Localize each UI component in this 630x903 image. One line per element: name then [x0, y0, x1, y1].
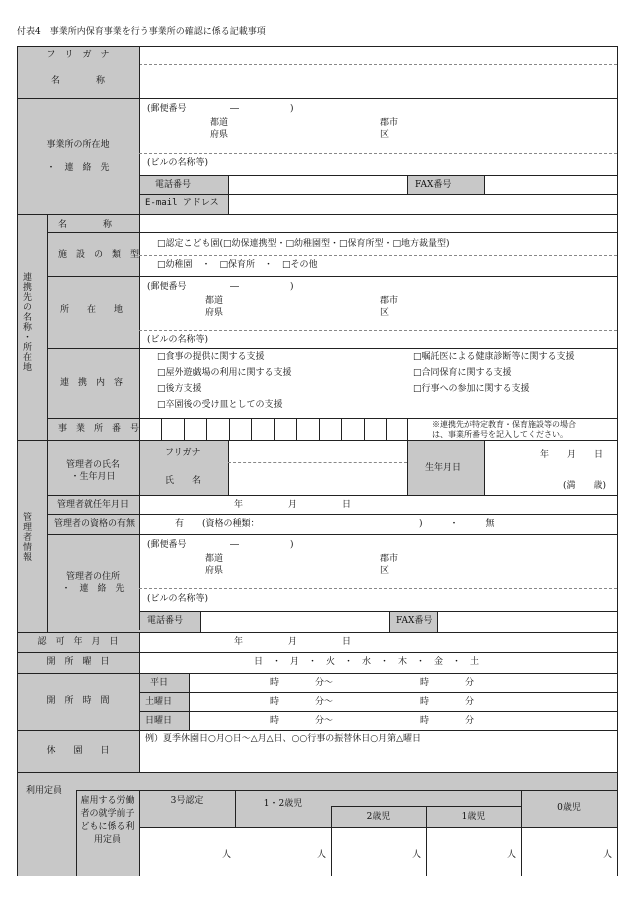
capacity-values-bg	[139, 827, 617, 876]
facility-type-opt1[interactable]: □認定こども園(□幼保連携型・□幼稚園型・□保育所型・□地方裁量型)	[157, 239, 450, 249]
support-joint[interactable]: □合同保育に関する支援	[413, 368, 512, 378]
partner-section-label: 連携先の名称・所在地	[21, 272, 31, 372]
holiday-example: 例）夏季休園日○月○日～△月△日、○○行事の振替休日○月第△曜日	[145, 734, 422, 744]
manager-tel-label: 電話番号	[147, 616, 184, 626]
manager-section-label: 管理者情報	[21, 512, 31, 562]
open-days: 日 ・ 月 ・ 火 ・ 水 ・ 木 ・ 金 ・ 土	[254, 657, 480, 667]
support-event[interactable]: □行事への参加に関する支援	[413, 384, 530, 394]
office-fax-label: FAX番号	[415, 180, 452, 190]
support-meal[interactable]: □食事の提供に関する支援	[157, 352, 265, 362]
office-tel-label: 電話番号	[155, 180, 192, 190]
office-email-label: E-mail アドレス	[145, 198, 219, 208]
office-address-label: 事業所の所在地	[46, 140, 110, 150]
office-address-label-bg	[17, 98, 139, 214]
partner-label-bg	[17, 214, 139, 440]
support-health[interactable]: □嘱託医による健康診断等に関する支援	[413, 352, 575, 362]
office-furigana-label: フ リ ガ ナ	[46, 50, 110, 60]
office-name-label: 名 称	[50, 76, 105, 86]
support-graduate[interactable]: □卒園後の受け皿としての支援	[157, 400, 283, 410]
manager-fax-label: FAX番号	[396, 616, 433, 626]
facility-type-opt2[interactable]: □幼稚園 ・ □保育所 ・ □その他	[157, 260, 318, 270]
support-playground[interactable]: □屋外遊戯場の利用に関する支援	[157, 368, 292, 378]
form-page: 付表4 事業所内保育事業を行う事業所の確認に係る記載事項 フ リ ガ ナ 名 称 (郵便番号 ― ) 都道 府県 郡市 区 事業所の所在地 ・ 連 絡 先 (ビルの名称等) 電話番号 FAX番号 E-mail アドレス 連携先の名称・所在地 名 称 施 設 の 類 型 □認定こども園(□幼保連携型・□幼稚園型・□保育所型・□地方裁量型) □幼稚園 ・ □保育所 ・ □その他 (郵便番号 ― ) 都道 府県 郡市 区 所 在 地 (ビルの名称等) □食事の提供に関する支援 □嘱託医による健康診断等に関する支援 □屋外遊戯場の利用に関する支援 □合同保育に関する支援 □後方支援 □行事への参加に関する支援 □卒園後の受け皿としての支援 連 携 内 容 事 業 所 番 号 ※連携先が特定教育・保育施設等の場合 は、事業所番号を記入してください。 管理者情報 管理者の氏名 ・生年月日 フリガナ 氏 名 生年月日 年 月 日 (満 歳) 管理者就任年月日 年 月 日 管理者の資格の有無 有 (資格の種類： ) ・ 無 (郵便番号 ― ) 都道 府県 郡市 区 管理者の住所 ・ 連 絡 先 (ビルの名称等) 電話番号 FAX番号 認 可 年 月 日 年 月 日 開 所 曜 日 日 ・ 月 ・ 火 ・ 水 ・ 木 ・ 金 ・ 土 開 所 時 間 平日 時 分～ 時 分 土曜日 時 分～ 時 分 日曜日 時 分～ 時 分 休 園 日 例）夏季休園日○月○日～△月△日、○○行事の振替休日○月第△曜日 利用定員 雇用する労働 者の就学前子 どもに係る利 用定員 3号認定 1・2歳児 2歳児 1歳児 0歳児 人 人 人 人 人	[0, 0, 630, 903]
form-title: 付表4 事業所内保育事業を行う事業所の確認に係る記載事項	[17, 27, 266, 37]
capacity-label: 利用定員	[26, 786, 63, 796]
support-backup[interactable]: □後方支援	[157, 384, 202, 394]
